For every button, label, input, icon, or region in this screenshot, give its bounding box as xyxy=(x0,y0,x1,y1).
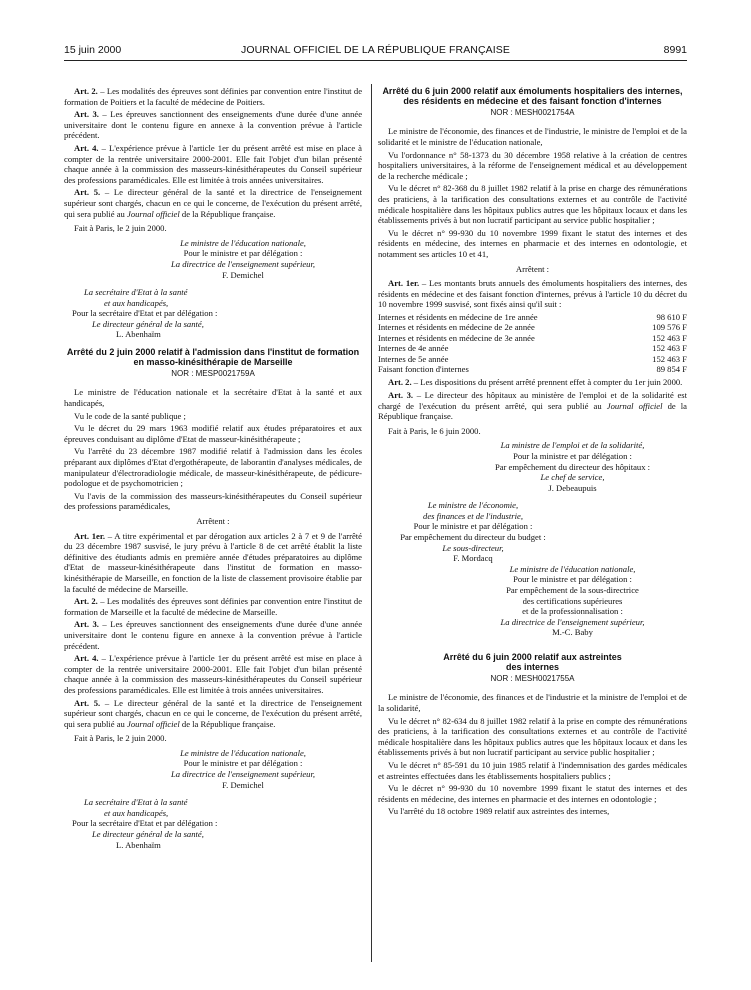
emoluments-table xyxy=(378,312,687,374)
signature-line: Pour la secrétaire d'Etat et par délégation : xyxy=(72,308,218,319)
preamble xyxy=(64,387,362,512)
left-column xyxy=(64,86,362,850)
signatory-name: L. Abenhaïm xyxy=(116,839,161,850)
signatory-name: F. Demichel xyxy=(222,269,264,280)
arretent-heading: Arrêtent : xyxy=(196,516,230,526)
signature-line: Pour la ministre et par délégation : xyxy=(513,450,632,461)
preamble-paragraph: Vu le décret n° 82-368 du 8 juillet 1982 relatif à la prise en charge des rémunérations des praticiens, à la tarification des consultations externes et au contrôle de l'activité médicale hospitalière dans les hôpitaux publics autres que les hôpitaux locaux et dans les établissements privés à but non lucratif participant au service public hospitalier ; xyxy=(378,183,687,226)
table-row: Internes et résidents en médecine de 3e année 152 463 F xyxy=(378,332,687,343)
table-row: Internes de 5e année 152 463 F xyxy=(378,353,687,364)
right-column xyxy=(378,86,687,819)
signatory-name: F. Mordacq xyxy=(453,553,493,564)
signature-line: Le directeur général de la santé, xyxy=(92,829,204,840)
article-paragraph: Art. 1er. – Les montants bruts annuels des émoluments hospitaliers des internes, des résidents en médecine et des faisant fonction d'internes, prévus à l'article 10 du décret du 10 novembre 1999 susvisé, sont fixés ainsi qu'il suit : xyxy=(378,278,687,310)
article-paragraph: Art. 2. – Les dispositions du présent arrêté prennent effet à compter du 1er juin 2000. xyxy=(388,377,683,388)
article-paragraph: Art. 2. – Les modalités des épreuves sont définies par convention entre l'institut de formation de Poitiers et la faculté de médecine de Poitiers. xyxy=(64,86,363,107)
signature-line: des certifications supérieures xyxy=(522,595,623,606)
preamble-paragraph: Vu l'arrêté du 23 décembre 1987 modifié relatif à l'admission dans les écoles préparant aux diplômes d'Etat d'ergothérapeute, de laborantin d'analyses médicales, de manipulateur d'électroradiologie médicale, de masseur-kinésithérapeute, de pédicure-podologue et de psychomotricien ; xyxy=(64,446,362,489)
signature-line: Le ministre de l'éducation nationale, xyxy=(180,747,306,758)
signature-line: Pour le ministre et par délégation : xyxy=(413,521,533,532)
column-divider xyxy=(371,84,372,962)
preamble-paragraph: Vu le décret n° 82-634 du 8 juillet 1982 relatif à la prise en compte des rémunérations des praticiens, à la tarification des consultations externes et au contrôle de l'activité médicale hospitalière dans les hôpitaux publics autres que les hôpitaux locaux et dans les établissements privés à but non lucratif participant au service public hospitalier ; xyxy=(378,715,687,758)
arretent-heading: Arrêtent : xyxy=(515,263,550,274)
fait-a-paris: Fait à Paris, le 6 juin 2000. xyxy=(388,425,481,436)
signature-block xyxy=(64,238,362,280)
fait-a-paris: Fait à Paris, le 2 juin 2000. xyxy=(74,733,167,744)
page-header xyxy=(64,44,687,58)
nor-reference: NOR : MESP0021759A xyxy=(171,368,255,378)
preamble-paragraph: Vu l'avis de la commission des masseurs-kinésithérapeutes du Conseil supérieur des professions paramédicales, xyxy=(64,490,362,512)
header-journal-title: JOURNAL OFFICIEL DE LA RÉPUBLIQUE FRANÇAISE xyxy=(241,44,510,56)
preamble-paragraph: Le ministre de l'économie, des finances et de l'industrie, le ministre de l'emploi et de la solidarité et le ministre de l'éducation nationale, xyxy=(378,126,687,147)
header-date: 15 juin 2000 xyxy=(64,44,122,56)
preamble xyxy=(378,692,687,817)
signature-line: La secrétaire d'Etat à la santé xyxy=(84,797,188,808)
article-paragraph: Art. 4. – L'expérience prévue à l'article 1er du présent arrêté est mise en place à compter de la rentrée universitaire 2000-2001. Elle fait l'objet d'un bilan présenté chaque année à la commission des masseurs-kinésithérapeutes du Conseil supérieur des professions paramédicales. Elle est limitée à trois années universitaires. xyxy=(64,653,362,695)
signature-line: La directrice de l'enseignement supérieur, xyxy=(171,769,315,780)
signature-line: Pour le ministre et par délégation : xyxy=(513,574,632,585)
nor-reference: NOR : MESH0021754A xyxy=(490,107,575,117)
signature-line: Par empêchement du directeur du budget : xyxy=(400,532,546,543)
articles-poitiers xyxy=(64,86,362,219)
signature-line: Pour le ministre et par délégation : xyxy=(183,248,303,259)
table-row: Internes de 4e année 152 463 F xyxy=(378,343,687,354)
preamble xyxy=(378,126,687,259)
signature-line: La directrice de l'enseignement supérieur, xyxy=(171,258,315,269)
preamble-paragraph: Le ministre de l'économie, des finances et de l'industrie et la ministre de l'emploi et de la solidarité, xyxy=(378,692,687,713)
signatory-name: L. Abenhaïm xyxy=(116,329,161,340)
signature-line: des finances et de l'industrie, xyxy=(423,510,523,521)
decree-title: Arrêté du 6 juin 2000 relatif aux astreintes des internes xyxy=(443,652,622,673)
table-row: Internes et résidents en médecine de 2e année 109 576 F xyxy=(378,322,687,333)
preamble-paragraph: Le ministre de l'éducation nationale et la secrétaire d'Etat à la santé et aux handicapés, xyxy=(64,387,362,409)
header-rule xyxy=(64,60,687,61)
article-paragraph: Art. 5. – Le directeur général de la santé et la directrice de l'enseignement supérieur sont chargés, chacun en ce qui le concerne, de l'exécution du présent arrêté, qui sera publié au Journal officiel de la République française. xyxy=(64,697,362,729)
signature-block xyxy=(64,287,362,340)
signature-line: Pour le ministre et par délégation : xyxy=(183,758,303,769)
table-row: Internes et résidents en médecine de 1re année 98 610 F xyxy=(378,311,687,322)
fait-a-paris: Fait à Paris, le 2 juin 2000. xyxy=(74,223,167,234)
signatory-name: F. Demichel xyxy=(222,779,264,790)
preamble-paragraph: Vu l'ordonnance n° 58-1373 du 30 décembre 1958 relative à la création de centres hospitaliers universitaires, à la réforme de l'enseignement médical et au développement de la recherche médicale ; xyxy=(378,149,687,181)
signature-line: Le directeur général de la santé, xyxy=(92,318,204,329)
preamble-paragraph: Vu le décret du 29 mars 1963 modifié relatif aux études préparatoires et aux épreuves conduisant au diplôme d'Etat de masseur-kinésithérapeute ; xyxy=(64,423,362,444)
preamble-paragraph: Vu le décret n° 85-591 du 10 juin 1985 relatif à l'indemnisation des gardes médicales et astreintes effectuées dans les établissements hospitaliers publics ; xyxy=(378,759,687,781)
article-paragraph: Art. 1er. – A titre expérimental et par dérogation aux articles 2 à 7 et 9 de l'arrêté du 23 décembre 1987 susvisé, le jury prévu à l'article 8 de cet arrêté établit la liste définitive des étudiants admis en première année d'études préparatoires au diplôme d'Etat de masseur-kinésithérapeute dans l'institut de formation en masso-kinésithérapie de Marseille, en fonction de la liste de classement provisoire établie par la faculté de médecine de Marseille. xyxy=(64,530,362,594)
article-paragraph: Art. 3. – Le directeur des hôpitaux au ministère de l'emploi et de la solidarité est chargé de l'exécution du présent arrêté, qui sera publié au Journal officiel de la République française. xyxy=(378,389,688,422)
article-paragraph: Art. 4. – L'expérience prévue à l'article 1er du présent arrêté est mise en place à compter de la rentrée universitaire 2000-2001. Elle fait l'objet d'un bilan présenté chaque année à la commission des masseurs-kinésithérapeutes du Conseil supérieur des professions paramédicales. Elle est limitée à trois années universitaires. xyxy=(64,142,362,185)
signature-line: La secrétaire d'Etat à la santé xyxy=(84,287,188,298)
article-paragraph: Art. 2. – Les modalités des épreuves sont définies par convention entre l'institut de formation de Marseille et la faculté de médecine de Marseille. xyxy=(64,596,363,617)
preamble-paragraph: Vu le code de la santé publique ; xyxy=(74,410,186,421)
signature-line: Par empêchement du directeur des hôpitaux : xyxy=(494,461,651,472)
header-page-number: 8991 xyxy=(663,44,687,56)
signature-line: et aux handicapés, xyxy=(104,807,169,818)
signature-line: Le sous-directeur, xyxy=(442,542,504,553)
signature-block xyxy=(64,797,362,850)
signature-line: Le chef de service, xyxy=(540,472,605,483)
signature-line: La ministre de l'emploi et de la solidarité, xyxy=(500,440,645,451)
signatory-name: M.-C. Baby xyxy=(552,627,593,638)
articles-marseille xyxy=(64,531,362,730)
decree-title: Arrêté du 6 juin 2000 relatif aux émoluments hospitaliers des internes, des résidents en médecine et des faisant fonction d'internes xyxy=(382,86,683,107)
article-paragraph: Art. 5. – Le directeur général de la santé et la directrice de l'enseignement supérieur sont chargés, chacun en ce qui le concerne, de l'exécution du présent arrêté, qui sera publié au Journal officiel de la République française. xyxy=(64,187,362,219)
preamble-paragraph: Vu le décret n° 99-930 du 10 novembre 1999 fixant le statut des internes et des résidents en médecine, des internes en pharmacie et des internes en odontologie ; xyxy=(378,783,687,804)
preamble-paragraph: Vu l'arrêté du 18 octobre 1989 relatif aux astreintes des internes, xyxy=(388,806,610,817)
signature-block xyxy=(378,500,568,564)
signature-line: Le ministre de l'éducation nationale, xyxy=(509,563,636,574)
article-paragraph: Art. 3. – Les épreuves sanctionnent des enseignements d'une durée d'une année universitaire dont le contenu figure en annexe à la convention prévue à l'article précédent. xyxy=(64,109,363,141)
signatory-name: J. Debeaupuis xyxy=(548,482,597,493)
signature-block xyxy=(378,440,687,493)
signature-block xyxy=(378,564,687,638)
signature-line: Le ministre de l'éducation nationale, xyxy=(180,237,306,248)
signature-line: La directrice de l'enseignement supérieur, xyxy=(500,616,645,627)
table-row: Faisant fonction d'internes 89 854 F xyxy=(378,363,687,374)
article-paragraph: Art. 3. – Les épreuves sanctionnent des enseignements d'une durée d'une année universitaire dont le contenu figure en annexe à la convention prévue à l'article précédent. xyxy=(64,619,363,651)
signature-line: Par empêchement de la sous-directrice xyxy=(506,585,639,596)
signature-line: Le ministre de l'économie, xyxy=(427,500,519,511)
decree-title: Arrêté du 2 juin 2000 relatif à l'admission dans l'institut de formation en masso-kinésithérapie de Marseille xyxy=(66,347,360,368)
signature-line: et aux handicapés, xyxy=(104,297,169,308)
preamble-paragraph: Vu le décret n° 99-930 du 10 novembre 1999 fixant le statut des internes et des résidents en médecine, des internes en pharmacie et des internes en odontologie, et notamment ses articles 10 et 41, xyxy=(378,227,687,259)
nor-reference: NOR : MESH0021755A xyxy=(490,673,575,683)
signature-line: et de la professionnalisation : xyxy=(522,606,623,617)
signature-block xyxy=(64,748,362,790)
signature-line: Pour la secrétaire d'Etat et par délégation : xyxy=(72,818,218,829)
